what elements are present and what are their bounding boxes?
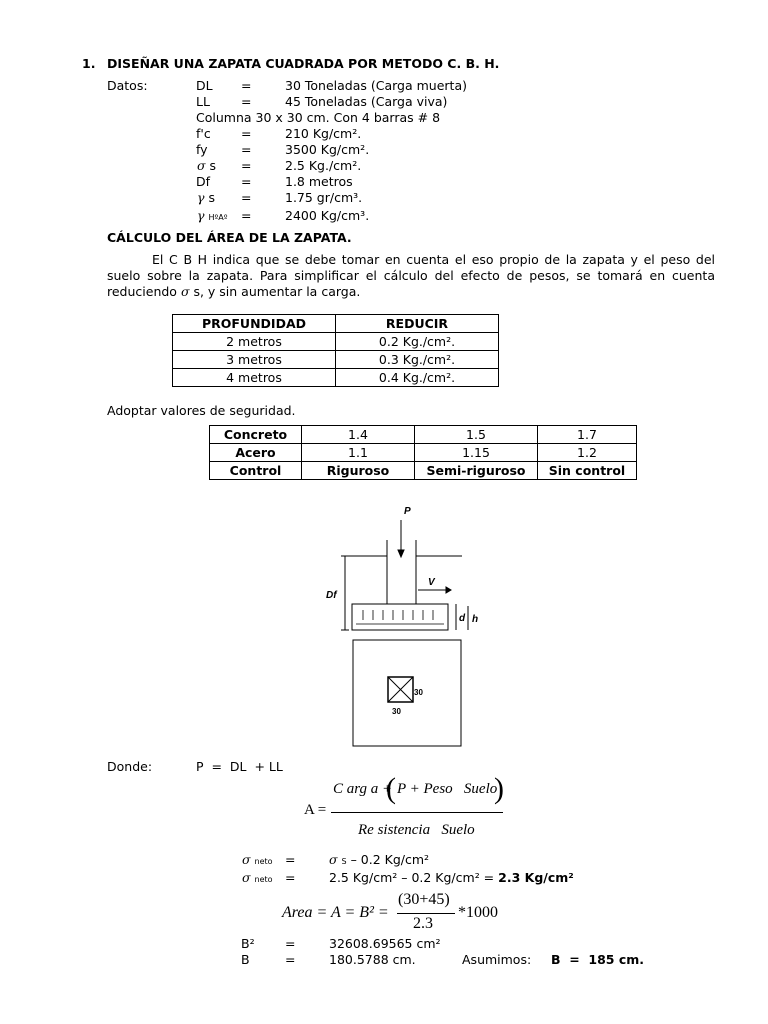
section-number: 1.: [82, 56, 96, 71]
datos-label: Datos:: [107, 78, 148, 93]
label-p: P: [404, 506, 411, 517]
area-formula-denominator: 2.3: [413, 915, 433, 932]
area-section-title: CÁLCULO DEL ÁREA DE LA ZAPATA.: [107, 230, 352, 245]
formula-a-fraction-bar: [331, 812, 503, 813]
formula-a-denominator: Re sistencia Suelo: [358, 822, 475, 838]
section-title: DISEÑAR UNA ZAPATA CUADRADA POR METODO C. B. H.: [107, 56, 500, 71]
table-row: 2 metros 0.2 Kg./cm².: [173, 333, 499, 351]
donde-label: Donde:: [107, 759, 153, 774]
area-formula-multiplier: *1000: [458, 904, 498, 921]
label-v: V: [428, 577, 435, 588]
formula-a-lhs: A =: [304, 802, 327, 818]
area-formula-fraction-bar: [397, 913, 455, 914]
area-formula-lhs: Area = A = B² =: [282, 904, 389, 921]
label-d: d: [459, 613, 466, 624]
formula-a-numerator-b: P + Peso Suelo: [397, 781, 498, 797]
reduction-table: [172, 314, 499, 387]
formula-a-numerator-a: C arg a +: [333, 781, 393, 797]
adoptar-text: Adoptar valores de seguridad.: [107, 403, 296, 418]
datos-columna: Columna 30 x 30 cm. Con 4 barras # 8: [196, 110, 441, 125]
donde-equation: P = DL + LL: [196, 759, 283, 774]
table-row: PROFUNDIDAD REDUCIR: [173, 315, 499, 333]
safety-factor-table: [209, 425, 637, 480]
label-df: Df: [326, 590, 337, 601]
table-row: Control Riguroso Semi-riguroso Sin control: [210, 462, 637, 480]
area-paragraph: El C B H indica que se debe tomar en cuenta el eso propio de la zapata y el peso del suelo sobre la zapata. Para simplificar el cálculo del efecto de pesos, se tomará en cuenta reduciendo σ s, y sin aumentar la carga.: [107, 252, 715, 299]
label-dim-30-right: 30: [414, 688, 423, 697]
formula-a-paren-open: (: [386, 772, 396, 805]
label-dim-30-bottom: 30: [392, 707, 401, 716]
label-h: h: [472, 614, 479, 625]
table-row: 3 metros 0.3 Kg./cm².: [173, 351, 499, 369]
table-row: Acero 1.1 1.15 1.2: [210, 444, 637, 462]
area-formula-numerator: (30+45): [398, 891, 450, 908]
table-row: Concreto 1.4 1.5 1.7: [210, 426, 637, 444]
table-row: 4 metros 0.4 Kg./cm².: [173, 369, 499, 387]
formula-a-paren-close: ): [494, 772, 504, 805]
